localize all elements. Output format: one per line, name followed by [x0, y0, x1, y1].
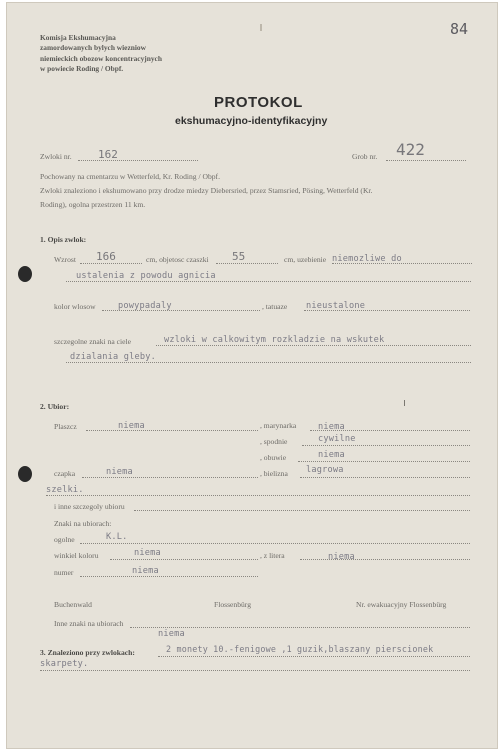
clothing-details-line [134, 510, 470, 511]
committee-line-2: zamordowanych bylych wiezniow [40, 43, 146, 53]
trousers-line [302, 445, 470, 446]
clothing-marks-label: Znaki na ubiorach: [54, 519, 112, 528]
cap-line [82, 477, 258, 478]
camp-buchenwald-label: Buchenwald [54, 600, 92, 609]
jacket-value: niema [318, 422, 345, 432]
camp-flossenburg-label: Flossenbürg [214, 600, 251, 609]
stray-mark [404, 400, 405, 406]
letter-line [300, 559, 470, 560]
skull-label: cm, objetosc czaszki [146, 255, 209, 264]
trousers-value: cywilne [318, 434, 356, 444]
suspenders-value: szelki. [46, 485, 84, 495]
shoes-label: , obuwie [260, 453, 287, 462]
skull-line [216, 263, 278, 264]
punch-hole-top [18, 266, 32, 282]
body-marks-value-continued: dzialania gleby. [70, 352, 156, 362]
body-marks-line-2 [66, 362, 471, 363]
committee-header [40, 33, 162, 75]
underwear-label: , bielizna [260, 469, 288, 478]
body-marks-value: wzloki w calkowitym rozkladzie na wskutek [164, 335, 385, 345]
committee-line-1: Komisja Ekshumacyjna [40, 33, 116, 42]
teeth-label: cm, uzebienie [284, 255, 327, 264]
corpse-number-label: Zwloki nr. [40, 152, 72, 161]
corpse-number-line [78, 160, 198, 161]
teeth-value: niemozliwe do [332, 254, 402, 264]
coat-label: Plaszcz [54, 422, 77, 431]
number-label: numer [54, 568, 74, 577]
teeth-line-2 [66, 281, 471, 282]
found-location-line-2: Roding), ogolna przestrzen 11 km. [40, 200, 146, 209]
found-location-line-1: Zwloki znaleziono i ekshumowano przy drodze miedzy Diebersried, przez Stamsried, Pösing, Wetterfeld (Kr. [40, 186, 373, 195]
height-label: Wzrost [54, 255, 76, 264]
underwear-line [300, 477, 470, 478]
paper-mark [260, 24, 262, 31]
number-value: niema [132, 566, 159, 576]
number-line [80, 576, 258, 577]
coat-value: niema [118, 421, 145, 431]
committee-line-3: niemieckich obozow koncentracyjnych [40, 53, 162, 63]
document-subtitle: ekshumacyjno-identyfikacyjny [175, 115, 328, 127]
height-value: 166 [96, 250, 116, 263]
found-items-line [158, 656, 470, 657]
other-clothing-marks-line [130, 627, 470, 628]
shoes-line [298, 461, 470, 462]
teeth-value-continued: ustalenia z powodu agnicia [76, 271, 216, 281]
triangle-color-line [110, 559, 258, 560]
section-3-heading: 3. Znaleziono przy zwlokach: [40, 648, 135, 657]
jacket-label: , marynarka [260, 421, 297, 430]
corpse-number-value: 162 [98, 148, 118, 161]
grave-number-line [386, 160, 466, 161]
body-marks-line [156, 345, 471, 346]
found-items-value: 2 monety 10.-fenigowe ,1 guzik,blaszany pierscionek [166, 644, 434, 654]
trousers-label: , spodnie [260, 437, 288, 446]
cap-label: czapka [54, 469, 76, 478]
other-clothing-marks-label: Inne znaki na ubiorach [54, 619, 124, 628]
suspenders-line [46, 495, 470, 496]
document-title: PROTOKOL [214, 94, 303, 111]
shoes-value: niema [318, 450, 345, 460]
letter-value: niema [328, 552, 355, 562]
letter-label: , z litera [260, 551, 285, 560]
hair-label: kolor wlosow [54, 302, 96, 311]
coat-line [86, 430, 258, 431]
found-items-line-2 [40, 670, 470, 671]
burial-place-text: Pochowany na cmentarzu w Wetterfeld, Kr. Roding / Obpf. [40, 172, 220, 181]
body-marks-label: szczegolne znaki na ciele [54, 337, 131, 346]
tattoo-value: nieustalone [306, 301, 366, 311]
underwear-value: lagrowa [306, 465, 344, 475]
triangle-color-label: winkiel koloru [54, 551, 99, 560]
cap-value: niema [106, 467, 133, 477]
section-2-heading: 2. Ubior: [40, 402, 70, 411]
grave-number-label: Grob nr. [352, 152, 378, 161]
general-marks-value: K.L. [106, 532, 128, 542]
evacuation-number-label: Nr. ewakuacyjny Flossenbürg [356, 600, 447, 609]
section-1-heading: 1. Opis zwlok: [40, 235, 87, 244]
triangle-color-value: niema [134, 548, 161, 558]
committee-line-4: w powiecie Roding / Obpf. [40, 64, 124, 74]
tattoo-label: , tatuaze [262, 302, 288, 311]
grave-number-value: 422 [396, 140, 425, 159]
hair-value: powypadaly [118, 301, 172, 311]
found-items-value-continued: skarpety. [40, 659, 89, 669]
protocol-sheet [6, 2, 498, 749]
punch-hole-bottom [18, 466, 32, 482]
skull-value: 55 [232, 250, 246, 263]
page-number: 84 [450, 20, 469, 38]
found-items-value-above: niema [158, 629, 185, 639]
clothing-details-label: i inne szczegoly ubioru [54, 502, 125, 511]
height-line [80, 263, 142, 264]
general-marks-line [80, 543, 470, 544]
general-marks-label: ogolne [54, 535, 75, 544]
